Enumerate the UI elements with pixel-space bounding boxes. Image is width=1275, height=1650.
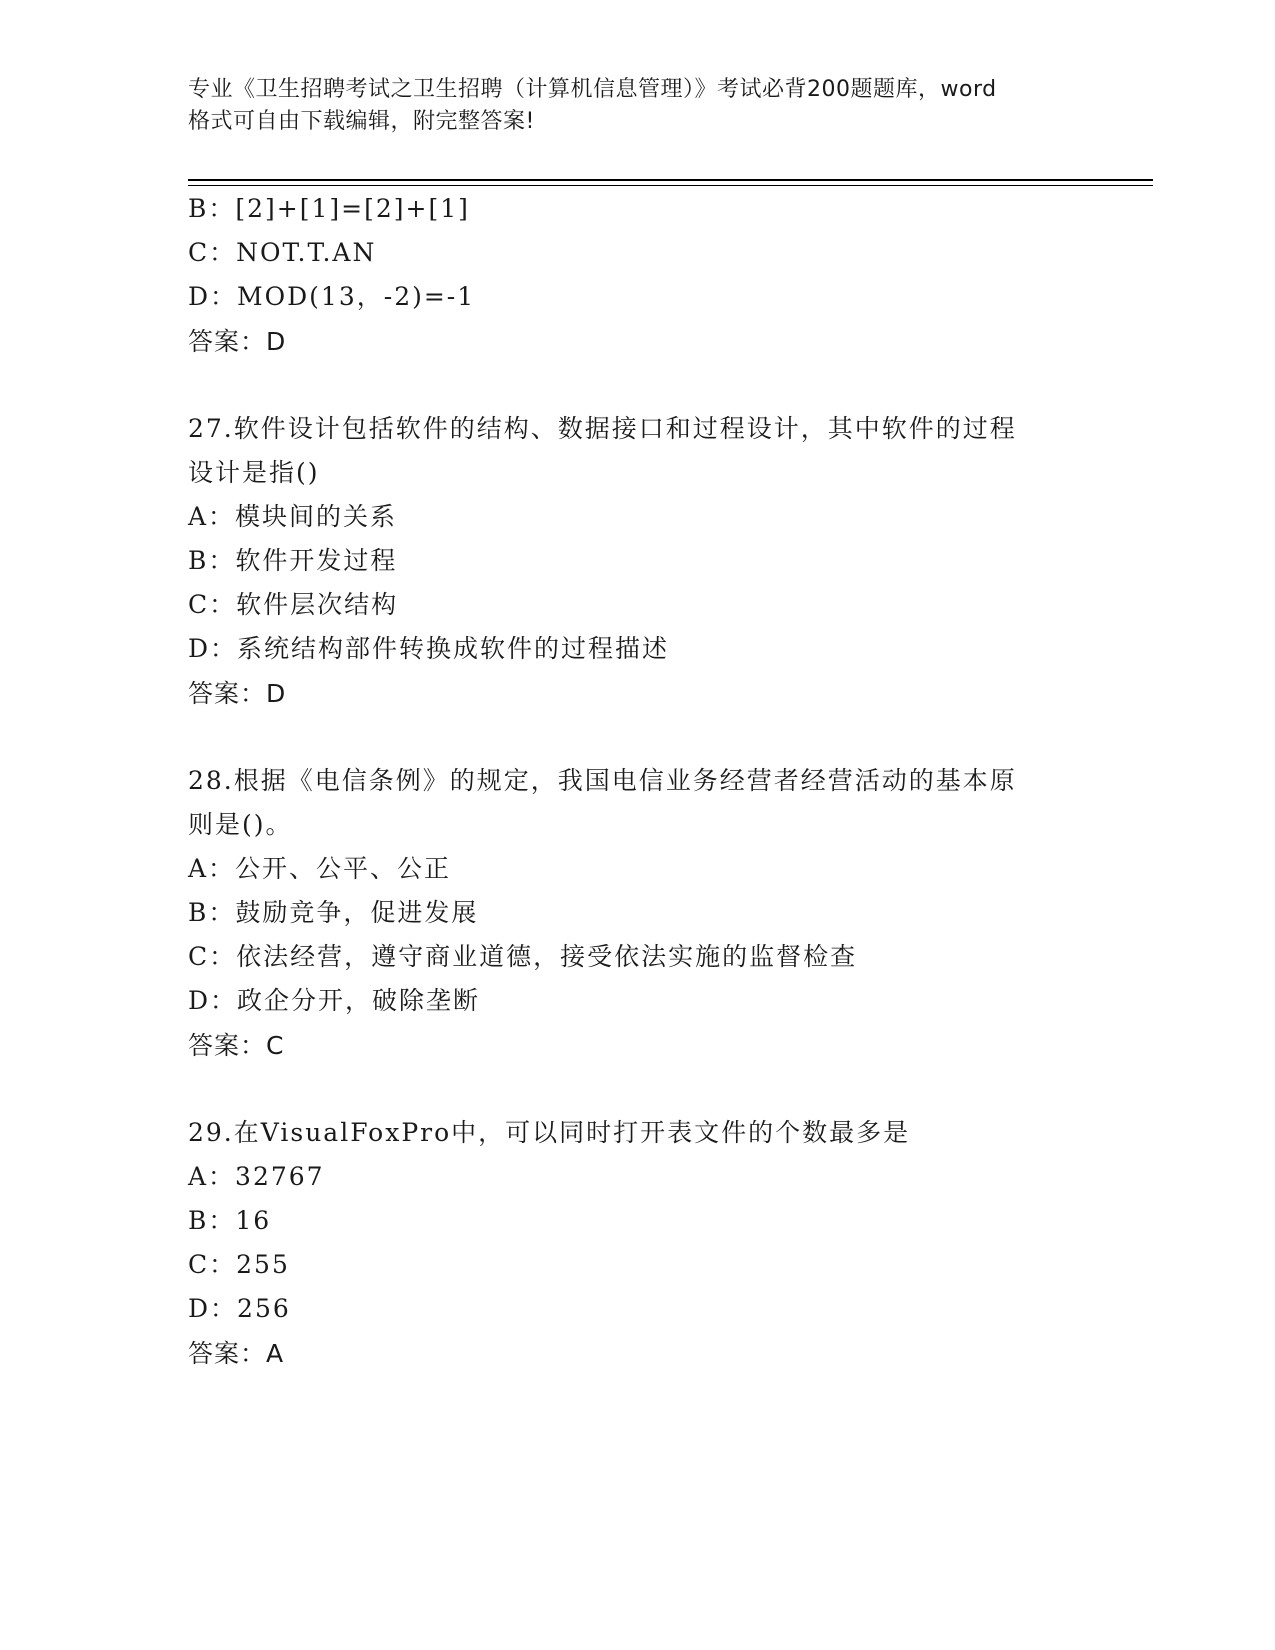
question-29-option-b: B：16 — [188, 1206, 272, 1235]
question-28-stem-cont: 则是()。 — [188, 810, 293, 839]
question-27-stem-cont: 设计是指() — [188, 458, 320, 487]
question-28-answer: 答案：C — [188, 1031, 285, 1060]
question-28-option-d: D：政企分开，破除垄断 — [188, 986, 481, 1015]
question-29-answer: 答案：A — [188, 1339, 285, 1368]
option-d: D：MOD(13，-2)=-1 — [188, 282, 476, 311]
question-29-stem: 29.在VisualFoxPro中，可以同时打开表文件的个数最多是 — [188, 1118, 911, 1147]
question-29-option-c: C：255 — [188, 1250, 290, 1279]
question-28-option-c: C：依法经营，遵守商业道德，接受依法实施的监督检查 — [188, 942, 858, 971]
header-line-2: 格式可自由下载编辑，附完整答案! — [188, 109, 535, 134]
header-rule-thick — [188, 179, 1153, 181]
question-27-option-a: A：模块间的关系 — [188, 502, 398, 531]
question-27-option-b: B：软件开发过程 — [188, 546, 398, 575]
question-27-option-c: C：软件层次结构 — [188, 590, 399, 619]
header-rule-thin — [188, 185, 1153, 186]
question-27-answer: 答案：D — [188, 679, 287, 708]
document-header — [188, 74, 1088, 138]
question-27-stem: 27.软件设计包括软件的结构、数据接口和过程设计，其中软件的过程 — [188, 414, 1017, 443]
option-c: C：NOT.T.AN — [188, 238, 377, 267]
question-28-option-a: A：公开、公平、公正 — [188, 854, 452, 883]
question-29-option-d: D：256 — [188, 1294, 291, 1323]
option-b: B：[2]+[1]=[2]+[1] — [188, 194, 470, 223]
question-28-stem: 28.根据《电信条例》的规定，我国电信业务经营者经营活动的基本原 — [188, 766, 1017, 795]
question-29-option-a: A：32767 — [188, 1162, 325, 1191]
answer: 答案：D — [188, 327, 287, 356]
header-line-1: 专业《卫生招聘考试之卫生招聘（计算机信息管理）》考试必背200题题库，word — [188, 77, 997, 102]
question-27-option-d: D：系统结构部件转换成软件的过程描述 — [188, 634, 670, 663]
question-28-option-b: B：鼓励竞争，促进发展 — [188, 898, 479, 927]
